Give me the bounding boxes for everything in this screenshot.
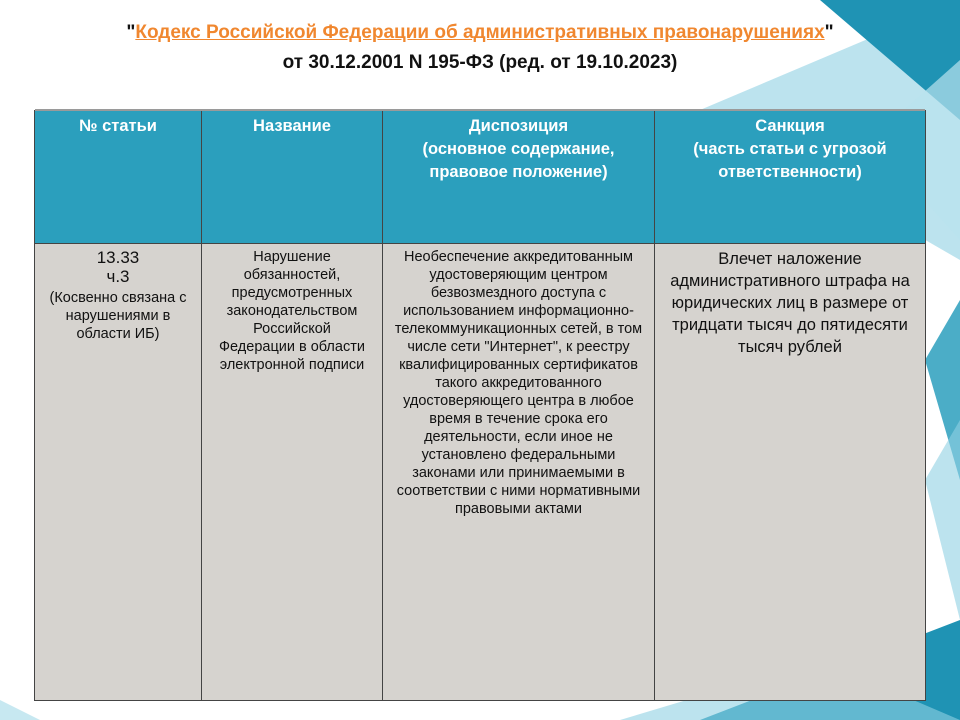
cell-article [35, 244, 202, 701]
title-divider [35, 109, 925, 111]
table-row [35, 244, 926, 701]
article-number: 13.33 [96, 248, 140, 267]
cell-name [202, 244, 383, 701]
title-quote-open: " [126, 22, 136, 43]
article-part: ч.3 [106, 267, 130, 286]
header-article-number: № статьи [35, 111, 202, 244]
slide-title [0, 18, 960, 78]
name-text: Нарушение обязанностей, предусмотренных законодательством Российской Федерации в области электронной подписи [219, 249, 365, 373]
disposition-text: Необеспечение аккредитованным удостоверяющим центром безвозмездного доступа с использованием информационно-телекоммуникационных сетей, в том числе сети "Интернет", к реестру квалифицированных сертификатов такого аккредитованного удостоверяющего центра в любое время в течение срока его деятельности, если иное не установлено федеральными законами или принимаемыми в соответствии с ними нормативными правовыми актами [394, 249, 643, 517]
cell-disposition [383, 244, 655, 701]
header-sanction: Санкция (часть статьи с угрозой ответственности) [655, 111, 926, 244]
header-disposition: Диспозиция (основное содержание, правовое положение) [383, 111, 655, 244]
header-name: Название [202, 111, 383, 244]
title-subtitle: от 30.12.2001 N 195-ФЗ (ред. от 19.10.2023) [282, 52, 678, 73]
law-table [34, 110, 926, 701]
title-quote-close: " [824, 22, 834, 43]
cell-sanction [655, 244, 926, 701]
table-header-row [35, 111, 926, 244]
law-link[interactable]: Кодекс Российской Федерации об административных правонарушениях [135, 22, 825, 43]
article-note: (Косвенно связана с нарушениями в области ИБ) [49, 290, 187, 342]
sanction-text: Влечет наложение административного штрафа на юридических лиц в размере от тридцати тысяч до пятидесяти тысяч рублей [670, 250, 910, 356]
title-line [0, 18, 960, 48]
